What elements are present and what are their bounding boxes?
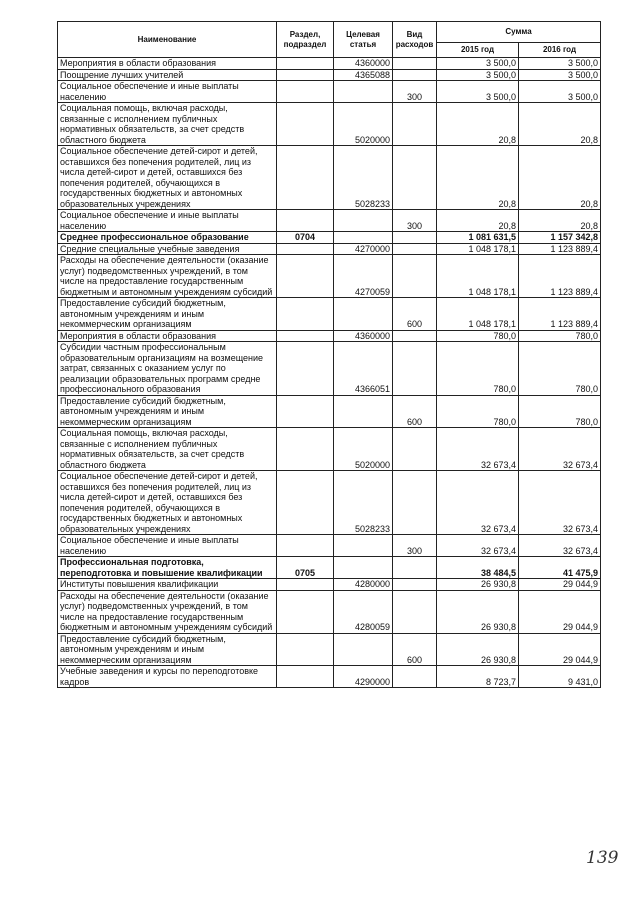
table-row (58, 590, 601, 633)
row-target-code: 4366051 (334, 342, 393, 396)
row-sum-2015: 26 930,8 (437, 633, 519, 666)
row-target-code: 4360000 (334, 330, 393, 342)
row-expense-type: 300 (393, 535, 437, 557)
row-section (277, 535, 334, 557)
row-expense-type (393, 146, 437, 210)
table-row (58, 103, 601, 146)
row-section (277, 590, 334, 633)
row-target-code: 5028233 (334, 471, 393, 535)
row-section (277, 255, 334, 298)
table-row (58, 243, 601, 255)
row-target-code: 4290000 (334, 666, 393, 688)
row-sum-2016: 20,8 (519, 210, 601, 232)
row-target-code (334, 535, 393, 557)
row-target-code (334, 557, 393, 579)
row-section (277, 298, 334, 331)
page-number: 139 (586, 848, 619, 868)
table-row (58, 81, 601, 103)
table-row (58, 232, 601, 244)
row-name: Социальная помощь, включая расходы, связанные с исполнением публичных нормативных обязательств, за счет средств областного бюджета (58, 428, 277, 471)
header-year-2015: 2015 год (437, 43, 519, 58)
row-sum-2015: 1 048 178,1 (437, 298, 519, 331)
row-sum-2015: 38 484,5 (437, 557, 519, 579)
row-sum-2015: 1 081 631,5 (437, 232, 519, 244)
row-sum-2015: 32 673,4 (437, 535, 519, 557)
row-target-code: 5028233 (334, 146, 393, 210)
row-sum-2016: 1 123 889,4 (519, 298, 601, 331)
table-row (58, 395, 601, 428)
table-row (58, 146, 601, 210)
row-name: Предоставление субсидий бюджетным, автономным учреждениям и иным некоммерческим организациям (58, 298, 277, 331)
row-sum-2016: 9 431,0 (519, 666, 601, 688)
header-target: Целевая статья (334, 22, 393, 58)
table-row (58, 342, 601, 396)
row-sum-2015: 780,0 (437, 395, 519, 428)
row-sum-2015: 780,0 (437, 330, 519, 342)
row-sum-2016: 780,0 (519, 395, 601, 428)
row-sum-2016: 780,0 (519, 330, 601, 342)
header-type: Вид расходов (393, 22, 437, 58)
row-sum-2016: 20,8 (519, 146, 601, 210)
row-sum-2016: 3 500,0 (519, 58, 601, 70)
row-target-code (334, 395, 393, 428)
row-expense-type: 600 (393, 395, 437, 428)
row-name: Профессиональная подготовка, переподготовка и повышение квалификации (58, 557, 277, 579)
row-expense-type (393, 58, 437, 70)
row-name: Расходы на обеспечение деятельности (оказание услуг) подведомственных учреждений, в том числе на предоставление государственным бюджетным и автономным учреждениям субсидий (58, 590, 277, 633)
row-name: Социальное обеспечение и иные выплаты населению (58, 535, 277, 557)
row-name: Социальное обеспечение детей-сирот и детей, оставшихся без попечения родителей, лиц из числа детей-сирот и детей, оставшихся без попечения родителей, обучающихся в государственных бюджетных и автономных образовательных учреждениях (58, 146, 277, 210)
row-sum-2015: 3 500,0 (437, 69, 519, 81)
row-section (277, 579, 334, 591)
row-expense-type (393, 666, 437, 688)
row-target-code (334, 232, 393, 244)
row-expense-type: 600 (393, 633, 437, 666)
table-row (58, 210, 601, 232)
row-name: Поощрение лучших учителей (58, 69, 277, 81)
header-name: Наименование (58, 22, 277, 58)
row-expense-type: 300 (393, 210, 437, 232)
row-name: Учебные заведения и курсы по переподготовке кадров (58, 666, 277, 688)
row-sum-2016: 780,0 (519, 342, 601, 396)
row-sum-2015: 8 723,7 (437, 666, 519, 688)
row-section (277, 210, 334, 232)
row-section (277, 243, 334, 255)
row-sum-2016: 32 673,4 (519, 428, 601, 471)
table-body (58, 58, 601, 688)
row-section (277, 81, 334, 103)
row-sum-2015: 20,8 (437, 210, 519, 232)
row-expense-type: 600 (393, 298, 437, 331)
row-expense-type (393, 232, 437, 244)
row-name: Мероприятия в области образования (58, 330, 277, 342)
row-target-code: 4360000 (334, 58, 393, 70)
row-section (277, 342, 334, 396)
table-row (58, 298, 601, 331)
row-expense-type (393, 557, 437, 579)
row-sum-2016: 29 044,9 (519, 590, 601, 633)
row-sum-2016: 32 673,4 (519, 535, 601, 557)
table-row (58, 557, 601, 579)
row-expense-type (393, 428, 437, 471)
row-section (277, 58, 334, 70)
row-name: Институты повышения квалификации (58, 579, 277, 591)
table-row (58, 330, 601, 342)
budget-table (57, 21, 601, 688)
row-section (277, 395, 334, 428)
row-sum-2015: 20,8 (437, 103, 519, 146)
row-sum-2015: 1 048 178,1 (437, 243, 519, 255)
header-section: Раздел, подраздел (277, 22, 334, 58)
row-target-code (334, 633, 393, 666)
row-target-code (334, 81, 393, 103)
row-section (277, 69, 334, 81)
row-expense-type (393, 471, 437, 535)
row-sum-2015: 20,8 (437, 146, 519, 210)
row-sum-2015: 32 673,4 (437, 471, 519, 535)
row-target-code: 4270000 (334, 243, 393, 255)
row-sum-2015: 1 048 178,1 (437, 255, 519, 298)
row-name: Субсидии частным профессиональным образовательным организациям на возмещение затрат, связанных с оказанием услуг по реализации образовательных программ средне профессионального образования (58, 342, 277, 396)
row-name: Социальное обеспечение детей-сирот и детей, оставшихся без попечения родителей, лиц из числа детей-сирот и детей, оставшихся без попечения родителей, обучающихся в государственных бюджетных и автономных образовательных учреждениях (58, 471, 277, 535)
row-name: Предоставление субсидий бюджетным, автономным учреждениям и иным некоммерческим организациям (58, 395, 277, 428)
row-sum-2016: 29 044,9 (519, 579, 601, 591)
row-sum-2016: 1 157 342,8 (519, 232, 601, 244)
row-name: Расходы на обеспечение деятельности (оказание услуг) подведомственных учреждений, в том числе на предоставление государственным бюджетным и автономным учреждениям субсидий (58, 255, 277, 298)
row-expense-type (393, 103, 437, 146)
row-target-code: 4280000 (334, 579, 393, 591)
row-sum-2016: 1 123 889,4 (519, 255, 601, 298)
row-sum-2015: 780,0 (437, 342, 519, 396)
row-expense-type: 300 (393, 81, 437, 103)
row-target-code (334, 210, 393, 232)
table-row (58, 579, 601, 591)
row-name: Мероприятия в области образования (58, 58, 277, 70)
row-section (277, 633, 334, 666)
row-target-code: 4365088 (334, 69, 393, 81)
row-sum-2015: 26 930,8 (437, 590, 519, 633)
row-sum-2016: 3 500,0 (519, 81, 601, 103)
table-row (58, 535, 601, 557)
row-section (277, 428, 334, 471)
row-section (277, 103, 334, 146)
row-expense-type (393, 579, 437, 591)
table-row (58, 428, 601, 471)
row-sum-2016: 3 500,0 (519, 69, 601, 81)
row-section (277, 471, 334, 535)
row-target-code (334, 298, 393, 331)
table-row (58, 666, 601, 688)
table-row (58, 255, 601, 298)
row-name: Среднее профессиональное образование (58, 232, 277, 244)
row-sum-2015: 3 500,0 (437, 81, 519, 103)
row-sum-2016: 29 044,9 (519, 633, 601, 666)
row-sum-2016: 20,8 (519, 103, 601, 146)
row-name: Социальная помощь, включая расходы, связанные с исполнением публичных нормативных обязательств, за счет средств областного бюджета (58, 103, 277, 146)
row-target-code: 5020000 (334, 103, 393, 146)
row-section: 0704 (277, 232, 334, 244)
row-expense-type (393, 330, 437, 342)
row-section (277, 666, 334, 688)
table-row (58, 471, 601, 535)
header-year-2016: 2016 год (519, 43, 601, 58)
row-sum-2016: 1 123 889,4 (519, 243, 601, 255)
row-name: Средние специальные учебные заведения (58, 243, 277, 255)
table-row (58, 633, 601, 666)
row-section (277, 146, 334, 210)
row-expense-type (393, 342, 437, 396)
row-section (277, 330, 334, 342)
row-expense-type (393, 243, 437, 255)
row-section: 0705 (277, 557, 334, 579)
row-sum-2015: 3 500,0 (437, 58, 519, 70)
row-name: Социальное обеспечение и иные выплаты населению (58, 81, 277, 103)
table-row (58, 58, 601, 70)
row-target-code: 4270059 (334, 255, 393, 298)
row-sum-2015: 32 673,4 (437, 428, 519, 471)
row-sum-2015: 26 930,8 (437, 579, 519, 591)
row-expense-type (393, 590, 437, 633)
row-name: Социальное обеспечение и иные выплаты населению (58, 210, 277, 232)
row-sum-2016: 41 475,9 (519, 557, 601, 579)
row-target-code: 5020000 (334, 428, 393, 471)
row-name: Предоставление субсидий бюджетным, автономным учреждениям и иным некоммерческим организациям (58, 633, 277, 666)
header-sum: Сумма (437, 22, 601, 43)
row-sum-2016: 32 673,4 (519, 471, 601, 535)
row-expense-type (393, 255, 437, 298)
table-row (58, 69, 601, 81)
row-expense-type (393, 69, 437, 81)
row-target-code: 4280059 (334, 590, 393, 633)
